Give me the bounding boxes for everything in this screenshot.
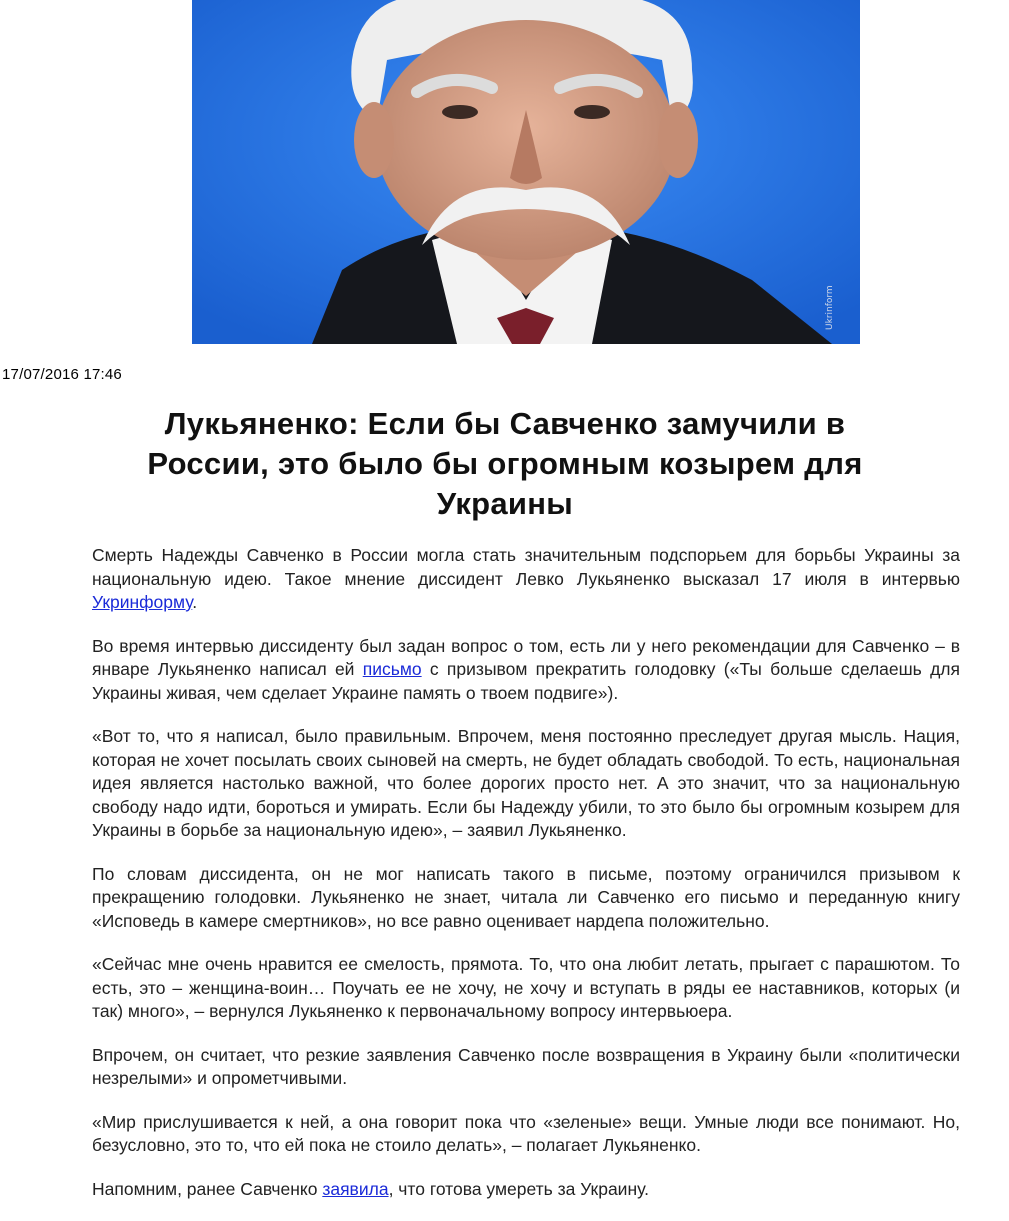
- article-paragraph-4: По словам диссидента, он не мог написать такого в письме, поэтому ограничился призывом к прекращению голодовки. Лукьяненко не знает, читала ли Савченко его письмо и переданную книгу «Исповедь в камере смертников», но все равно оценивает нардепа положительно.: [92, 863, 960, 931]
- portrait-photo-icon: [192, 0, 860, 344]
- article-paragraph-5: «Сейчас мне очень нравится ее смелость, прямота. То, что она любит летать, прыгает с парашютом. То есть, это – женщина-воин… Поучать ее не хочу, не хочу и вступать в ряды ее наставников, которых (и так) много», – вернулся Лукьяненко к первоначальному вопросу интервьюера.: [92, 954, 960, 1021]
- article-paragraph-3: «Вот то, что я написал, было правильным. Впрочем, меня постоянно преследует другая мысль. Нация, которая не хочет посылать своих сыновей на смерть, не будет обладать свободой. То есть, национальная идея является настолько важной, что более дорогих просто нет. А это значит, что за национальную свободу надо идти, бороться и умирать. Если бы Надежду убили, то это было бы огромным козырем для Украины в борьбе за национальную идею», – заявил Лукьяненко.: [92, 726, 960, 840]
- declared-link[interactable]: заявила: [322, 1178, 389, 1199]
- ukrinform-link[interactable]: Укринформу: [92, 592, 193, 612]
- article-paragraph-1: [92, 544, 960, 615]
- photo-watermark: Ukrinform: [825, 285, 835, 330]
- paragraph-text: Напомним, ранее Савченко: [92, 1178, 323, 1199]
- article-body: [92, 544, 960, 1221]
- article-title: Лукьяненко: Если бы Савченко замучили в России, это было бы огромным козырем для Украины: [147, 406, 863, 521]
- article-paragraph-7: «Мир прислушивается к ней, а она говорит пока что «зеленые» вещи. Умные люди все понимают. Но, безусловно, это то, что ей пока не стоило делать», – полагает Лукьяненко.: [92, 1111, 960, 1155]
- article-paragraph-6: Впрочем, он считает, что резкие заявления Савченко после возвращения в Украину были «политически незрелыми» и опрометчивыми.: [92, 1044, 960, 1088]
- article-paragraph-8: [92, 1178, 960, 1202]
- article-paragraph-2: [92, 635, 960, 706]
- article-photo: [192, 0, 860, 344]
- paragraph-text: Во время интервью диссиденту был задан вопрос о том, есть ли у него рекомендации для Савченко – в январе Лукьяненко написал ей: [92, 635, 960, 679]
- paragraph-text: , что готова умереть за Украину.: [388, 1178, 649, 1199]
- paragraph-text: с призывом прекратить голодовку («Ты больше сделаешь для Украины живая, чем сделает Украине память о твоем подвиге»).: [92, 659, 960, 703]
- letter-link[interactable]: письмо: [362, 659, 422, 679]
- article-timestamp: 17/07/2016 17:46: [2, 366, 122, 383]
- paragraph-text: .: [192, 592, 198, 612]
- paragraph-text: Смерть Надежды Савченко в России могла стать значительным подспорьем для борьбы Украины за национальную идею. Такое мнение диссидент Левко Лукьяненко высказал 17 июля в интервью: [92, 545, 960, 589]
